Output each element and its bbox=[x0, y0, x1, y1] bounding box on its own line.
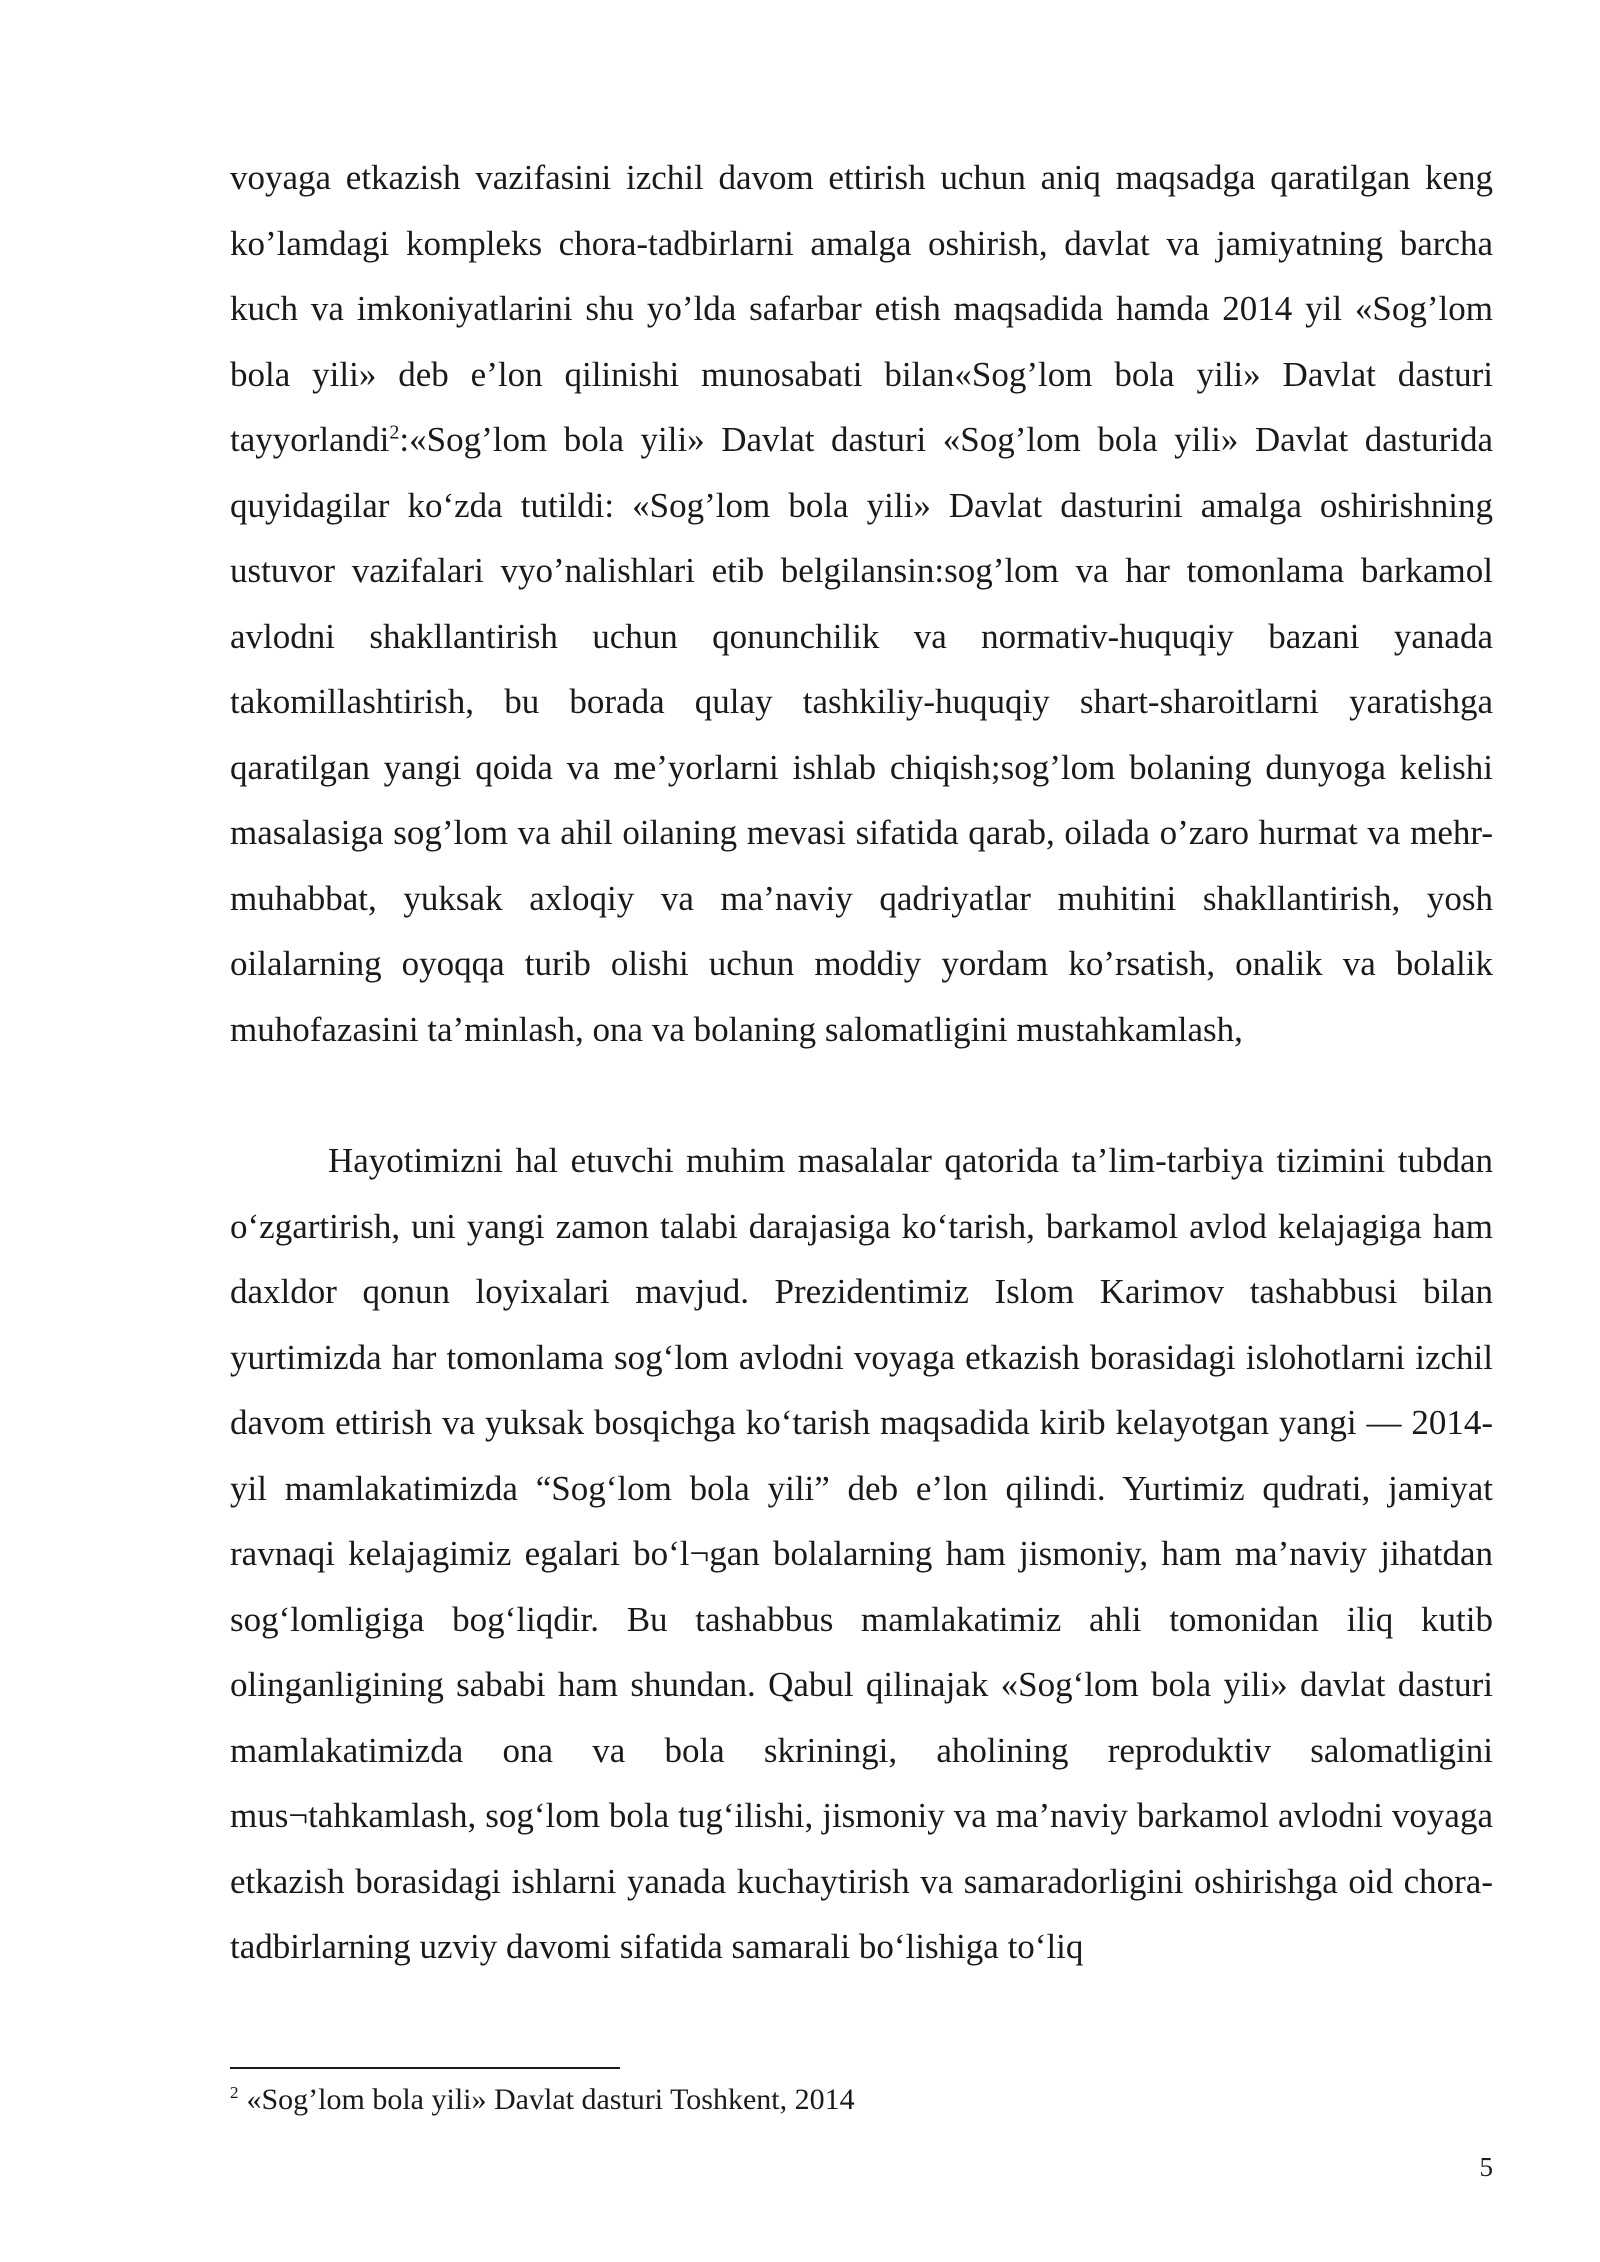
footnote-separator bbox=[230, 2067, 620, 2069]
footnote bbox=[230, 2078, 1493, 2122]
body-paragraph-2: Hayotimizni hal etuvchi muhim masalalar qatorida ta’lim-tarbiya tizimini tubdan o‘zgartirish, uni yangi zamon talabi darajasiga ko‘tarish, barkamol avlod kelajagiga ham daxldor qonun loyixalari mavjud. Prezidentimiz Islom Karimov tashabbusi bilan yurtimizda har tomonlama sog‘lom avlodni voyaga etkazish borasidagi islohotlarni izchil davom ettirish va yuksak bosqichga ko‘tarish maqsadida kirib kelayotgan yangi — 2014-yil mamlakatimizda “Sog‘lom bola yili” deb e’lon qilindi. Yurtimiz qudrati, jamiyat ravnaqi kelajagimiz egalari bo‘l¬gan bolalarning ham jismoniy, ham ma’naviy jihatdan sog‘lomligiga bog‘liqdir. Bu tashabbus mamlakatimiz ahli tomonidan iliq kutib olinganligining sababi ham shundan. Qabul qilinajak «Sog‘lom bola yili» davlat dasturi mamlakatimizda ona va bola skriningi, aholining reproduktiv salomatligini mus¬tahkamlash, sog‘lom bola tug‘ilishi, jismoniy va ma’naviy barkamol avlodni voyaga etkazish borasidagi ishlarni yanada kuchaytirish va samaradorligini oshirishga oid chora-tadbirlarning uzviy davomi sifatida samarali bo‘lishiga to‘liq bbox=[230, 1141, 1493, 1966]
paragraph-text-continued: :«Sog’lom bola yili» Davlat dasturi «Sog’lom bola yili» Davlat dasturida quyidagilar ko‘zda tutildi: «Sog’lom bola yili» Davlat dasturini amalga oshirishning ustuvor vazifalari vyo’nalishlari etib belgilansin:sog’lom va har tomonlama barkamol avlodni shakllantirish uchun qonunchilik va normativ-huquqiy bazani yanada takomillashtirish, bu borada qulay tashkiliy-huquqiy shart-sharoitlarni yaratishga qaratilgan yangi qoida va me’yorlarni ishlab chiqish;sog’lom bolaning dunyoga kelishi masalasiga sog’lom va ahil oilaning mevasi sifatida qarab, oilada o’zaro hurmat va mehr-muhabbat, yuksak axloqiy va ma’naviy qadriyatlar muhitini shakllantirish, yosh oilalarning oyoqqa turib olishi uchun moddiy yordam ko’rsatish, onalik va bolalik muhofazasini ta’minlash, ona va bolaning salomatligini mustahkamlash, bbox=[230, 420, 1493, 1049]
page-number: 5 bbox=[1479, 2152, 1493, 2182]
paragraph-text: voyaga etkazish vazifasini izchil davom ettirish uchun aniq maqsadga qaratilgan keng ko’lamdagi kompleks chora-tadbirlarni amalga oshirish, davlat va jamiyatning barcha kuch va imkoniyatlarini shu yo’lda safarbar etish maqsadida hamda 2014 yil «Sog’lom bola yili» deb e’lon qilinishi munosabati bilan«Sog’lom bola yili» Davlat dasturi tayyorlandi bbox=[230, 158, 1493, 459]
footnote-reference: 2 bbox=[389, 421, 400, 444]
footnote-number: 2 bbox=[230, 2083, 239, 2102]
footnote-text: «Sog’lom bola yili» Davlat dasturi Toshkent, 2014 bbox=[246, 2083, 855, 2116]
body-paragraph bbox=[230, 145, 1493, 1062]
